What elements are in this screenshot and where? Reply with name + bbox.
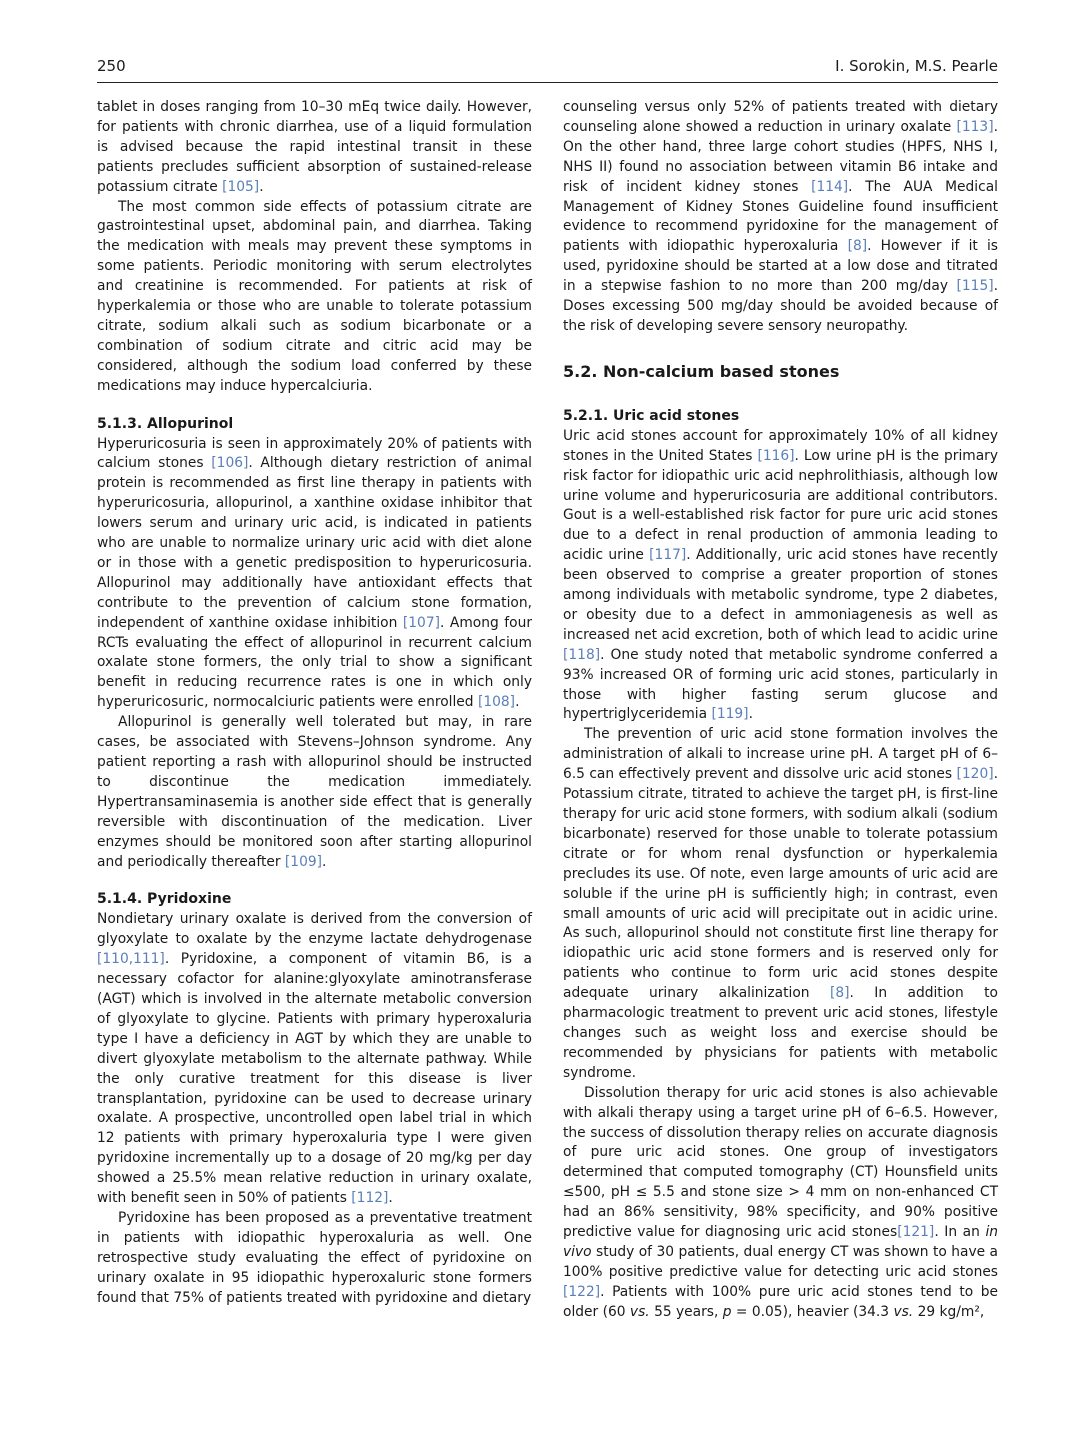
- citation-link[interactable]: [120]: [956, 766, 994, 783]
- citation-link[interactable]: [113]: [956, 118, 994, 135]
- paragraph: Pyridoxine has been proposed as a preventative treatment in patients with idiopathic hyperoxaluria as well. One retrospective study evaluating the effect of pyridoxine on urinary oxalate in 95 idiopathic hyperoxaluric stone formers found that 75% of patients treated with pyridoxine and dietary: [97, 1209, 532, 1306]
- citation-link[interactable]: [105]: [222, 178, 260, 195]
- citation-link[interactable]: [108]: [477, 694, 516, 711]
- paragraph: Hyperuricosuria is seen in approximately 20% of patients with calcium stones [106]. Although dietary restriction of animal protein is recommended as first line therapy in patients with hyperuricosuria, allopurinol, a xanthine oxidase inhibitor that lowers serum and urinary uric acid, is indicated in patients who are unable to normalize urinary uric acid with diet alone or in those with a genetic predisposition to hyperuricosuria. Allopurinol may additionally have antioxidant effects that contribute to the prevention of calcium stone formation, independent of xanthine oxidase inhibition [107]. Among four RCTs evaluating the effect of allopurinol in recurrent calcium oxalate stone formers, the only trial to show a significant benefit in reducing recurrence rates is one in which only hyperuricosuric, normocalciuric patients were enrolled [108].: [97, 435, 533, 711]
- header-rule: [97, 82, 998, 83]
- paragraph: Nondietary urinary oxalate is derived from the conversion of glyoxylate to oxalate by the enzyme lactate dehydrogenase [110,111]. Pyridoxine, a component of vitamin B6, is a necessary cofactor for alanine:glyoxylate aminotransferase (AGT) which is involved in the alternate metabolic conversion of glyoxylate to glycine. Patients with primary hyperoxaluria type I have a deficiency in AGT by which they are unable to divert glyoxylate metabolism to the alternate pathway. While the only curative treatment for this disease is liver transplantation, pyridoxine can be used to decrease urinary oxalate. A prospective, uncontrolled open label trial in which 12 patients with primary hyperoxaluria type I were given pyridoxine incrementally up to a dosage of 20 mg/kg per day showed a 25.5% mean relative reduction in urinary oxalate, with benefit seen in 50% of patients [112].: [97, 911, 532, 1207]
- paragraph: Allopurinol is generally well tolerated but may, in rare cases, be associated with Stevens–Johnson syndrome. Any patient reporting a rash with allopurinol should be instructed to discontinue the medication immediately. Hypertransaminasemia is another side effect that is generally reversible with discontinuation of the medication. Liver enzymes should be monitored soon after starting allopurinol and periodically thereafter [109].: [97, 714, 532, 870]
- citation-link[interactable]: [119]: [711, 706, 749, 723]
- section-heading-allopurinol: 5.1.3. Allopurinol: [97, 415, 234, 432]
- citation-link[interactable]: [122]: [563, 1283, 601, 1300]
- citation-link[interactable]: [115]: [956, 278, 994, 295]
- citation-link[interactable]: [116]: [757, 447, 795, 464]
- section-heading-pyridoxine: 5.1.4. Pyridoxine: [97, 891, 232, 908]
- citation-link[interactable]: [114]: [811, 178, 849, 195]
- citation-link[interactable]: [118]: [563, 646, 601, 663]
- paragraph: Dissolution therapy for uric acid stones is also achievable with alkali therapy using a target urine pH of 6–6.5. However, the success of dissolution therapy relies on accurate diagnosis of pure uric acid stones. One group of investigators determined that computed tomography (CT) Hounsfield units ≤500, pH ≤ 5.5 and stone size > 4 mm on non-enhanced CT had an 86% sensitivity, 98% specificity, and 90% positive predictive value for diagnosing uric acid stones[121]. In an in vivo study of 30 patients, dual energy CT was shown to have a 100% positive predictive value for detecting uric acid stones [122]. Patients with 100% pure uric acid stones tend to be older (60 vs. 55 years, p = 0.05), heavier (34.3 vs. 29 kg/m²,: [563, 1084, 999, 1320]
- citation-link[interactable]: [8]: [847, 238, 868, 255]
- citation-link[interactable]: [8]: [829, 985, 850, 1002]
- page-header: [97, 57, 998, 81]
- citation-link[interactable]: [107]: [402, 614, 440, 631]
- citation-link[interactable]: [106]: [211, 455, 249, 472]
- section-heading-non-calcium-stones: 5.2. Non-calcium based stones: [563, 361, 840, 381]
- paragraph: counseling versus only 52% of patients treated with dietary counseling alone showed a reduction in urinary oxalate [113]. On the other hand, three large cohort studies (HPFS, NHS I, NHS II) found no association between vitamin B6 intake and risk of incident kidney stones [114]. The AUA Medical Management of Kidney Stones Guideline found insufficient evidence to recommend pyridoxine for the management of patients with idiopathic hyperoxaluria [8]. However if it is used, pyridoxine should be started at a low dose and titrated in a stepwise fashion to no more than 200 mg/day [115]. Doses excessing 500 mg/day should be avoided because of the risk of developing severe sensory neuropathy.: [563, 99, 999, 334]
- section-heading-uric-acid-stones: 5.2.1. Uric acid stones: [563, 407, 740, 424]
- paragraph: The most common side effects of potassium citrate are gastrointestinal upset, abdominal pain, and diarrhea. Taking the medication with meals may prevent these symptoms in some patients. Periodic monitoring with serum electrolytes and creatinine is recommended. For patients at risk of hyperkalemia or those who are unable to tolerate potassium citrate, sodium alkali such as sodium bicarbonate or a combination of sodium citrate and citric acid may be considered, although the sodium load conferred by these medications may induce hypercalciuria.: [97, 198, 532, 394]
- citation-link[interactable]: [110,111]: [97, 951, 165, 968]
- citation-link[interactable]: [109]: [284, 853, 323, 870]
- paragraph: The prevention of uric acid stone formation involves the administration of alkali to increase urine pH. A target pH of 6–6.5 can effectively prevent and dissolve uric acid stones [120]. Potassium citrate, titrated to achieve the target pH, is first-line therapy for uric acid stone formers, with sodium alkali (sodium bicarbonate) reserved for those unable to tolerate potassium citrate or for whom renal dysfunction or hyperkalemia precludes its use. Of note, even large amounts of uric acid are soluble if the urine pH is sufficiently high; in contrast, even small amounts of uric acid will precipitate out in acidic urine. As such, allopurinol should not constitute first line therapy for idiopathic uric acid stone formers and is reserved only for patients who continue to form uric acid stones despite adequate urinary alkalinization [8]. In addition to pharmacologic treatment to prevent uric acid stones, lifestyle changes such as weight loss and exercise should be recommended by physicians for patients with metabolic syndrome.: [563, 726, 998, 1081]
- paragraph: Uric acid stones account for approximately 10% of all kidney stones in the United States [116]. Low urine pH is the primary risk factor for idiopathic uric acid nephrolithiasis, although low urine volume and hyperuricosuria are additional contributors. Gout is a well-established risk factor for pure uric acid stones due to a defect in renal production of ammonia leading to acidic urine [117]. Additionally, uric acid stones have recently been observed to comprise a greater proportion of stones among individuals with metabolic syndrome, type 2 diabetes, or obesity due to a defect in ammoniagenesis as well as increased net acid excretion, both of which lead to acidic urine [118]. One study noted that metabolic syndrome conferred a 93% increased OR of forming uric acid stones, particularly in those with higher fasting serum glucose and hypertriglyceridemia [119].: [563, 427, 999, 723]
- paragraph: tablet in doses ranging from 10–30 mEq twice daily. However, for patients with chronic diarrhea, use of a liquid formulation is advised because the rapid intestinal transit in these patients precludes sufficient absorption of sustained-release potassium citrate [105].: [97, 99, 532, 195]
- page-number: 250: [97, 57, 126, 75]
- citation-link[interactable]: [121]: [897, 1224, 935, 1241]
- right-column: [563, 98, 998, 1323]
- running-head-authors: I. Sorokin, M.S. Pearle: [835, 57, 998, 75]
- left-column: [97, 98, 532, 1308]
- citation-link[interactable]: [112]: [351, 1190, 389, 1207]
- citation-link[interactable]: [117]: [649, 547, 687, 564]
